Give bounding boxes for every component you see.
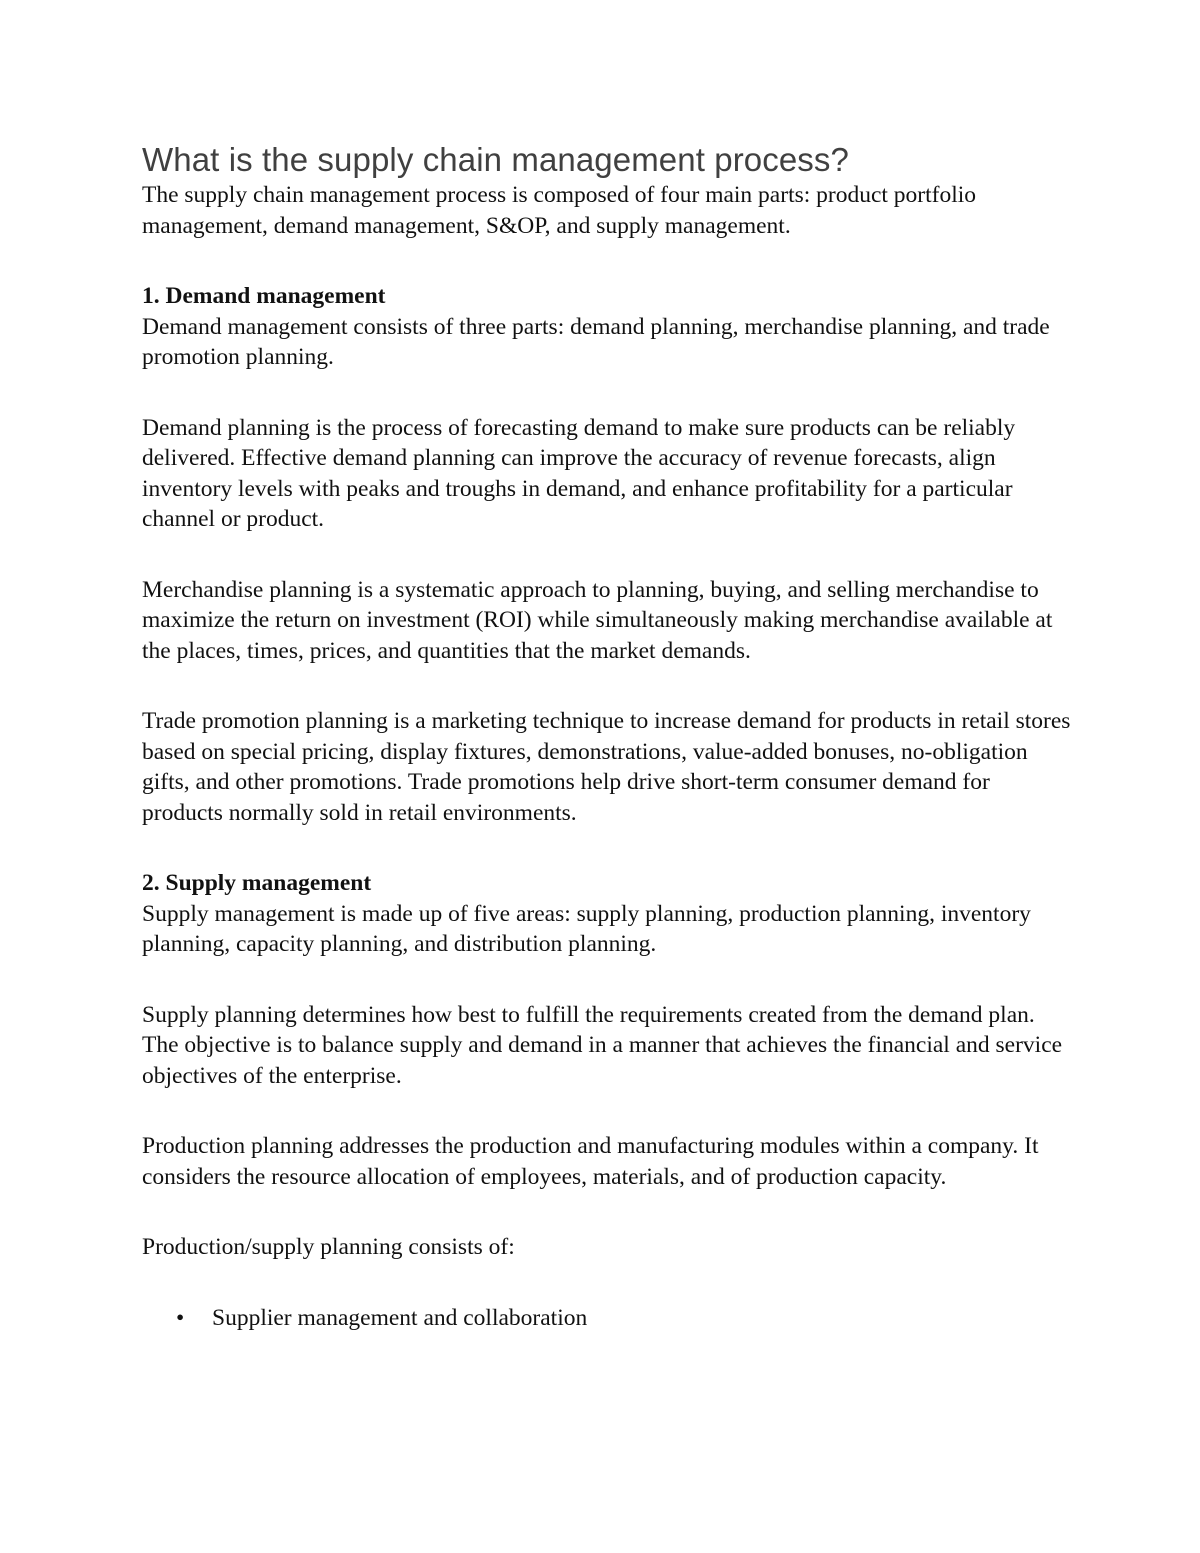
supply-management-section bbox=[142, 868, 1072, 960]
demand-management-section bbox=[142, 281, 1072, 373]
intro-paragraph: The supply chain management process is composed of four main parts: product portfolio management, demand management, S&OP, and supply management. bbox=[142, 182, 977, 239]
production-planning-paragraph: Production planning addresses the production and manufacturing modules within a company. It considers the resource allocation of employees, materials, and of production capacity. bbox=[142, 1133, 1039, 1190]
demand-management-heading: 1. Demand management bbox=[142, 283, 386, 309]
trade-promotion-paragraph: Trade promotion planning is a marketing technique to increase demand for products in retail stores based on special pricing, display fixtures, demonstrations, value-added bonuses, no-obligation gifts, and other promotions. Trade promotions help drive short-term consumer demand for products normally sold in retail environments. bbox=[142, 708, 1071, 826]
demand-management-overview: Demand management consists of three parts: demand planning, merchandise planning, and trade promotion planning. bbox=[142, 313, 1050, 370]
planning-bullet-list bbox=[142, 1303, 1072, 1334]
supply-management-heading: 2. Supply management bbox=[142, 870, 372, 896]
supply-management-overview: Supply management is made up of five areas: supply planning, production planning, inventory planning, capacity planning, and distribution planning. bbox=[142, 900, 1031, 957]
list-item bbox=[142, 1303, 1072, 1334]
page-title: What is the supply chain management process? bbox=[142, 141, 849, 178]
demand-planning-paragraph: Demand planning is the process of forecasting demand to make sure products can be reliably delivered. Effective demand planning can improve the accuracy of revenue forecasts, align inventory levels with peaks and troughs in demand, and enhance profitability for a particular channel or product. bbox=[142, 414, 1016, 532]
list-item-text: Supplier management and collaboration bbox=[212, 1304, 588, 1331]
merchandise-planning-paragraph: Merchandise planning is a systematic approach to planning, buying, and selling merchandise to maximize the return on investment (ROI) while simultaneously making merchandise available at the places, times, prices, and quantities that the market demands. bbox=[142, 576, 1053, 664]
bullet-icon: • bbox=[176, 1304, 185, 1331]
document-body bbox=[142, 140, 1072, 1333]
supply-planning-paragraph: Supply planning determines how best to fulfill the requirements created from the demand plan. The objective is to balance supply and demand in a manner that achieves the financial and service objectives of the enterprise. bbox=[142, 1001, 1063, 1089]
consists-of-paragraph: Production/supply planning consists of: bbox=[142, 1234, 515, 1260]
